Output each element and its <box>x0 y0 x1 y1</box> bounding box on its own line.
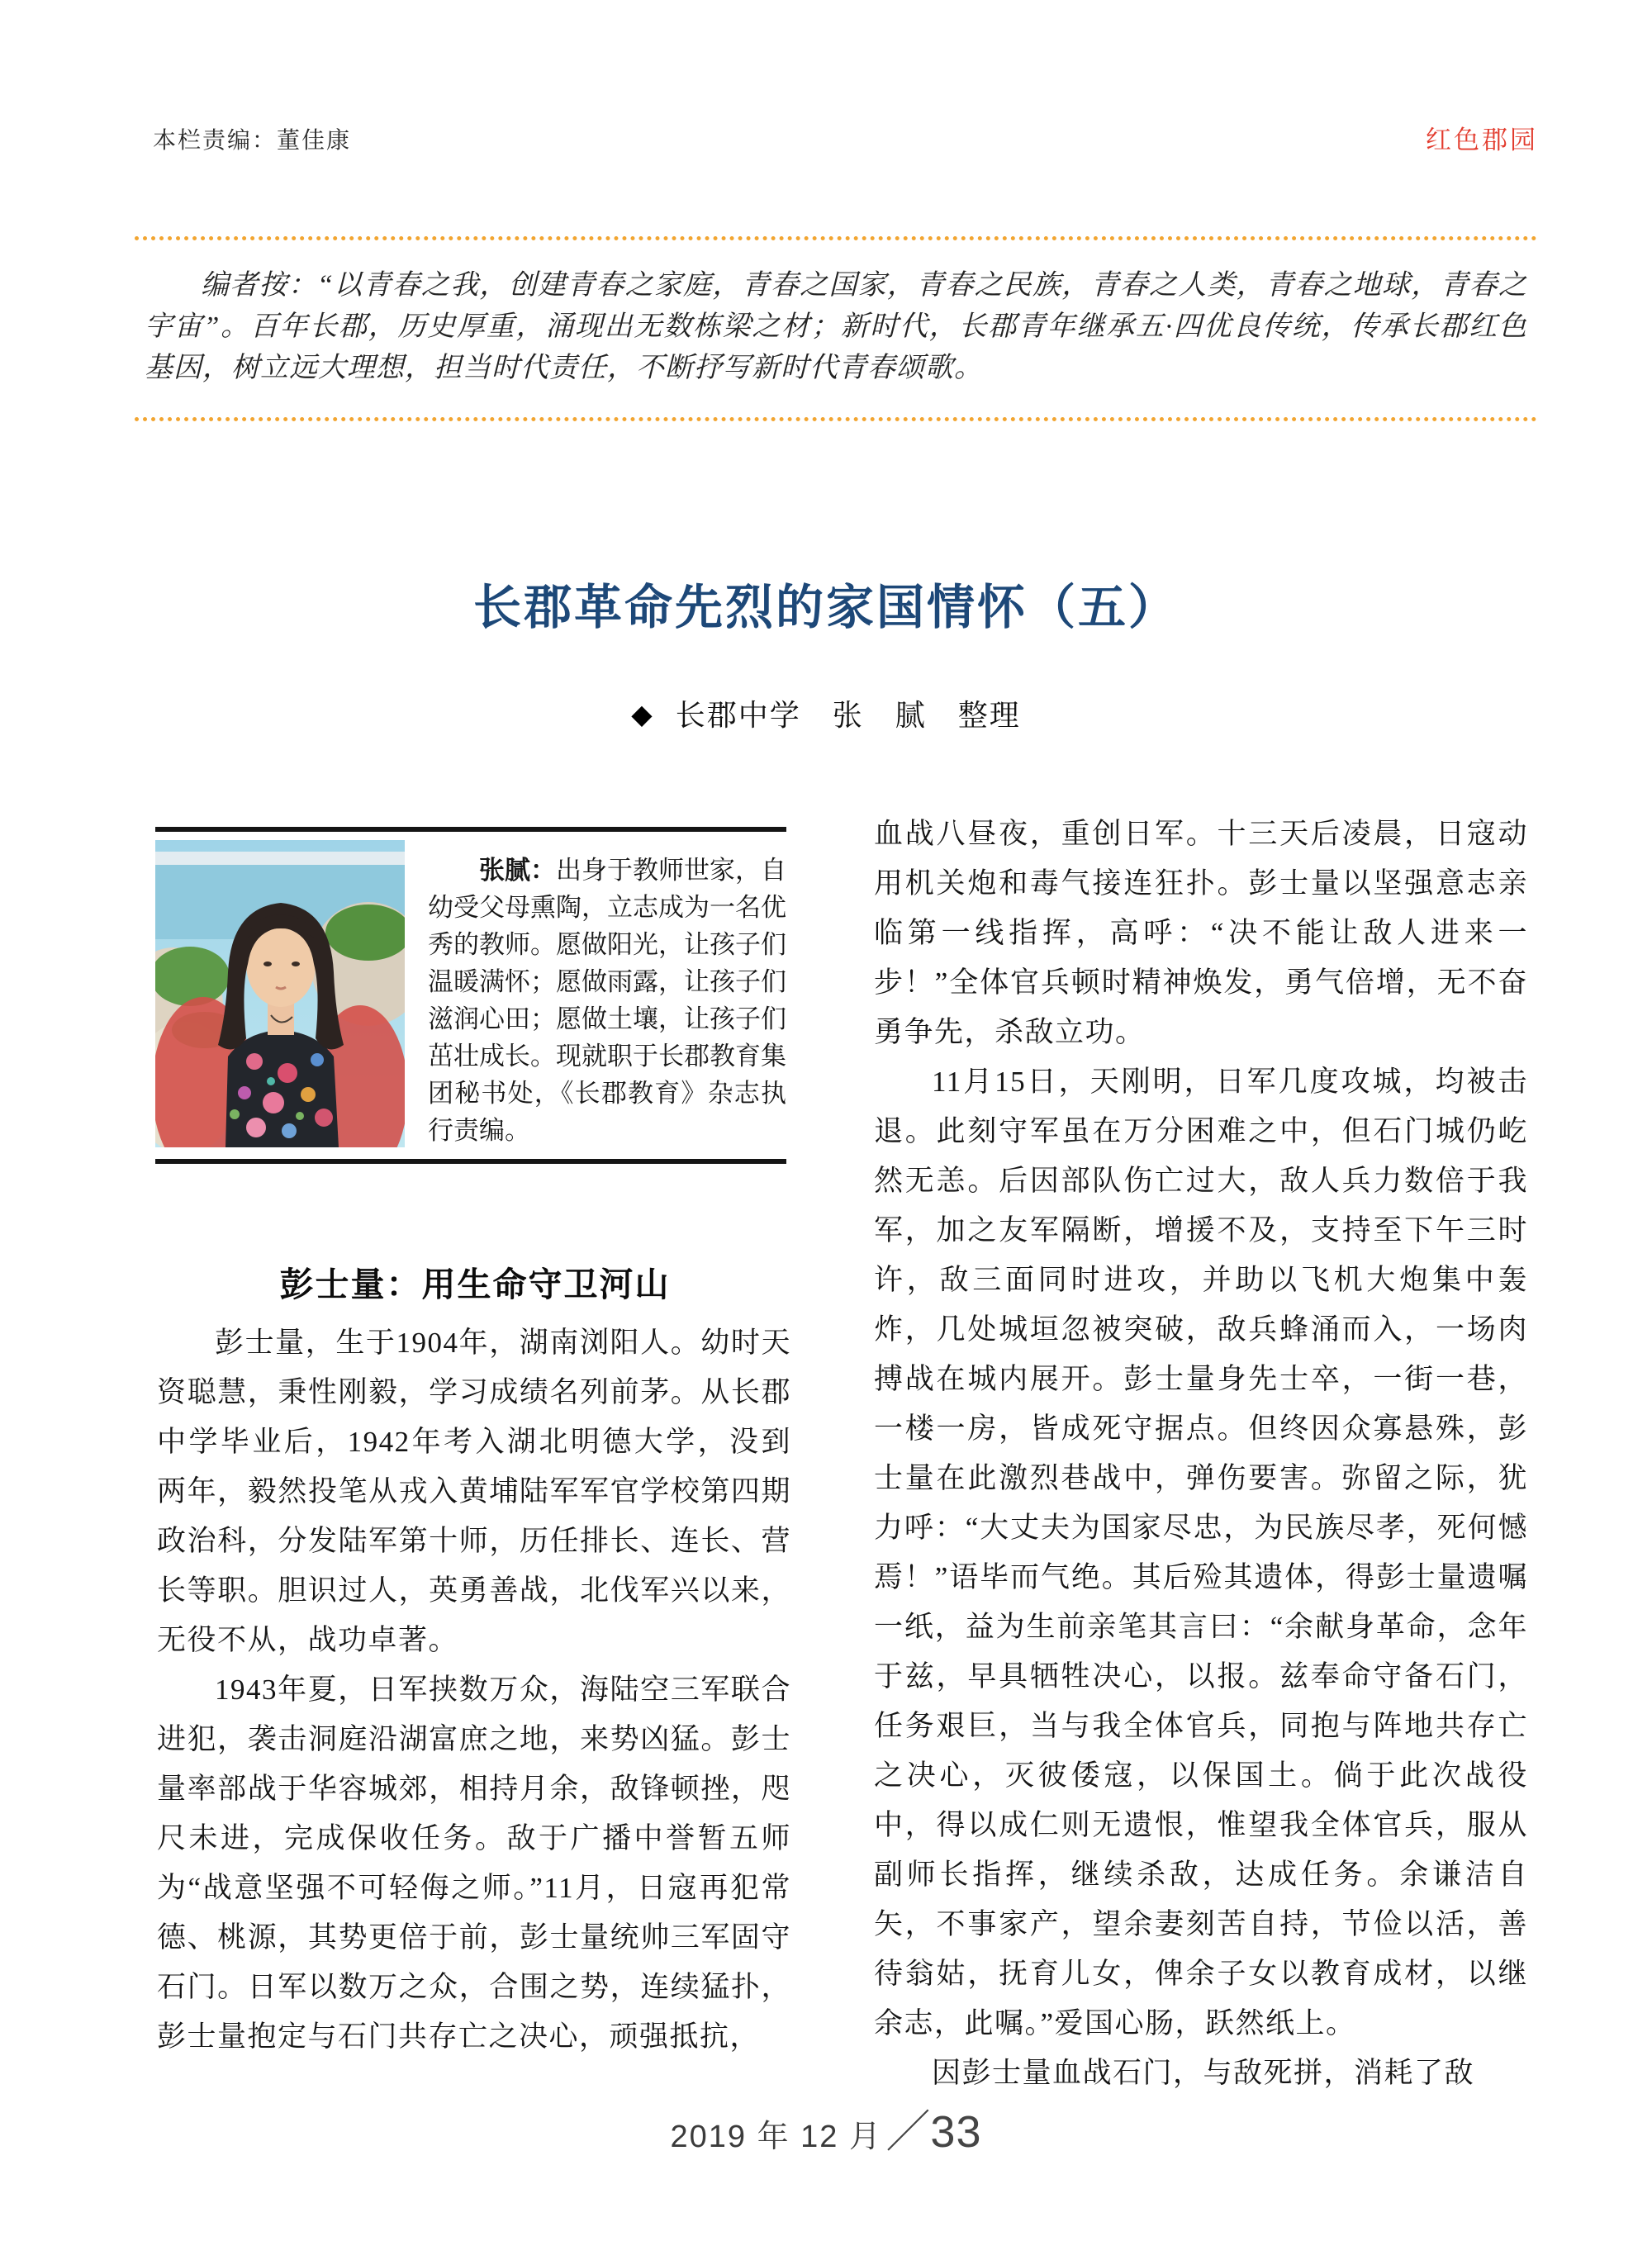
body-paragraph: 血战八昼夜，重创日军。十三天后凌晨，日寇动用机关炮和毒气接连狂扑。彭士量以坚强意志亲临第一线指挥，高呼：“决不能让敌人进来一步！”全体官兵顿时精神焕发，勇气倍增，无不奋勇争先，杀敌立功。 <box>874 818 1528 1048</box>
footer-date: 2019 年 12 月 <box>670 2120 882 2154</box>
author-bio <box>428 840 786 1149</box>
body-paragraph: 11月15日，天刚明，日军几度攻城，均被击退。此刻守军虽在万分困难之中，但石门城仍屹然无恙。后因部队伤亡过大，敌人兵力数倍于我军，加之友军隔断，增援不及，支持至下午三时许，敌三面同时进攻，并助以飞机大炮集中轰炸，几处城垣忽被突破，敌兵蜂涌而入，一场肉搏战在城内展开。彭士量身先士卒，一街一巷，一楼一房，皆成死守据点。但终因众寡悬殊，彭士量在此激烈巷战中，弹伤要害。弥留之际，犹力呼：“大丈夫为国家尽忠，为民族尽孝，死何憾焉！”语毕而气绝。其后殓其遗体，得彭士量遗嘱一纸，益为生前亲笔其言曰：“余献身革命，念年于兹，早具牺牲决心，以报。兹奉命守备石门，任务艰巨，当与我全体官兵，同抱与阵地共存亡之决心，灭彼倭寇，以保国土。倘于此次战役中，得以成仁则无遗恨，惟望我全体官兵，服从副师长指挥，继续杀敌，达成任务。余谦洁自矢，不事家产，望余妻刻苦自持，节俭以活，善待翁姑，抚育儿女，俾余子女以教育成材，以继余志，此嘱。”爱国心肠，跃然纸上。 <box>874 1066 1528 2039</box>
article-title: 长郡革命先烈的家国情怀（五） <box>472 581 1179 634</box>
section-name-label: 红色郡园 <box>1426 126 1538 154</box>
photo-eye-left <box>263 961 272 966</box>
column-editor-label: 本栏责编：董佳康 <box>153 127 352 153</box>
footer-page-number: 33 <box>930 2107 982 2157</box>
photo-city-strip <box>155 852 405 865</box>
page-footer <box>0 2096 1652 2160</box>
body-paragraph: 因彭士量血战石门，与敌死拼，消耗了敌 <box>932 2057 1475 2089</box>
portrait-photo <box>155 840 405 1147</box>
byline <box>0 692 1652 734</box>
right-column-text <box>874 810 1528 2098</box>
body-paragraph: 彭士量，生于1904年，湖南浏阳人。幼时天资聪慧，秉性刚毅，学习成绩名列前茅。从长郡中学毕业后，1942年考入湖北明德大学，没到两年，毅然投笔从戎入黄埔陆军军官学校第四期政治科，分发陆军第十师，历任排长、连长、营长等职。胆识过人，英勇善战，北伐军兴以来，无役不从，战功卓著。 <box>157 1327 791 1656</box>
footer-slash: ／ <box>885 2107 931 2157</box>
photo-eye-right <box>292 961 300 966</box>
author-profile-box <box>155 827 786 1164</box>
diamond-icon: ◆ <box>631 700 654 730</box>
editor-note-box <box>135 236 1537 421</box>
body-paragraph: 1943年夏，日军挟数万众，海陆空三军联合进犯，袭击洞庭沿湖富庶之地，来势凶猛。彭士量率部战于华容城郊，相持月余，敌锋顿挫，咫尺未进，完成保收任务。敌于广播中誉暂五师为“战意坚强不可轻侮之师。”11月，日寇再犯常德、桃源，其势更倍于前，彭士量统帅三军固守石门。日军以数万之众，合围之势，连续猛扑，彭士量抱定与石门共存亡之决心，顽强抵抗， <box>157 1674 791 2053</box>
left-column-text <box>157 1318 791 2062</box>
editor-note-text: 编者按：“以青春之我，创建青春之家庭，青春之国家，青春之民族，青春之人类，青春之地球，青春之宇宙”。百年长郡，历史厚重，涌现出无数栋梁之材；新时代，长郡青年继承五·四优良传统，传承长郡红色基因，树立远大理想，担当时代责任，不断抒写新时代青春颂歌。 <box>145 270 1527 383</box>
author-bio-text: 出身于教师世家，自幼受父母熏陶，立志成为一名优秀的教师。愿做阳光，让孩子们温暖满怀；愿做雨露，让孩子们滋润心田；愿做土壤，让孩子们茁壮成长。现就职于长郡教育集团秘书处，《长郡教育》杂志执行责编。 <box>428 856 786 1145</box>
byline-text: 长郡中学 张 腻 整理 <box>675 699 1021 732</box>
author-name: 张腻： <box>479 856 556 885</box>
section-heading: 彭士量：用生命守卫河山 <box>279 1265 671 1303</box>
